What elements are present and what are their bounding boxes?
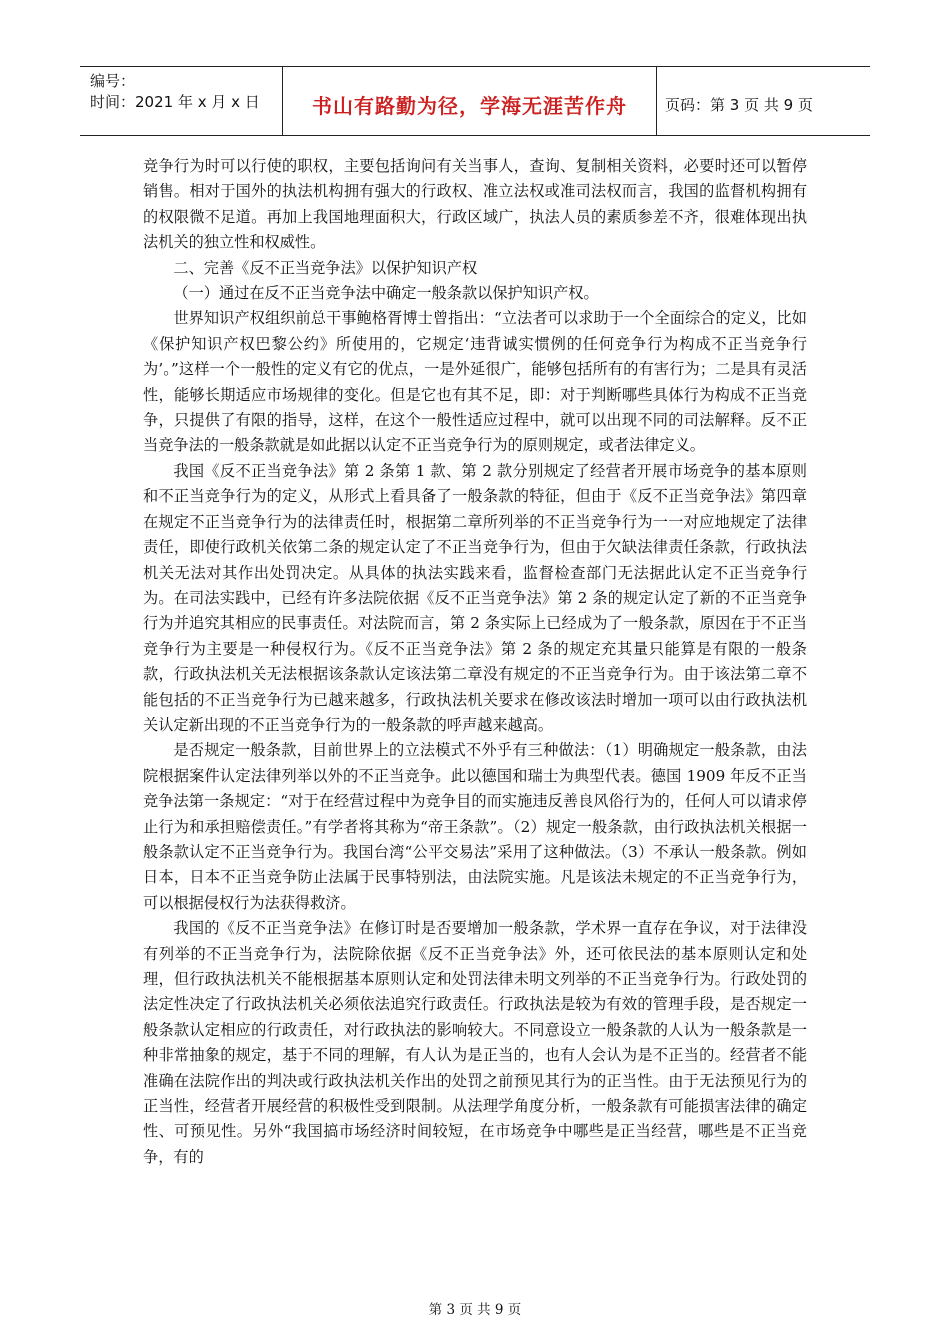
document-body (143, 154, 807, 1170)
header-meta (80, 67, 283, 135)
paragraph: 是否规定一般条款，目前世界上的立法模式不外乎有三种做法：（1）明确规定一般条款，由法院根据案件认定法律列举以外的不正当竞争。此以德国和瑞士为典型代表。德国 1909 年反不正当竞争法第一条规定：“对于在经营过程中为竞争目的而实施违反善良风俗行为的，任何人可以请求停止行为和承担赔偿责任。”有学者将其称为“帝王条款”。（2）规定一般条款，由行政执法机关根据一般条款认定不正当竞争行为。我国台湾“公平交易法”采用了这种做法。（3）不承认一般条款。例如日本，日本不正当竞争防止法属于民事特别法，由法院实施。凡是该法未规定的不正当竞争行为，可以根据侵权行为法获得救济。 (143, 741, 807, 912)
subsection-heading: （一）通过在反不正当竞争法中确定一般条款以保护知识产权。 (173, 284, 599, 303)
serial-number-label: 编号： (90, 72, 136, 90)
paragraph: 竞争行为时可以行使的职权，主要包括询问有关当事人，查询、复制相关资料，必要时还可以暂停销售。相对于国外的执法机构拥有强大的行政权、准立法权或准司法权而言，我国的监督机构拥有的权限微不足道。再加上我国地理面积大，行政区域广，执法人员的素质参差不齐，很难体现出执法机关的独立性和权威性。 (143, 157, 807, 252)
paragraph: 世界知识产权组织前总干事鲍格胥博士曾指出：“立法者可以求助于一个全面综合的定义，比如《保护知识产权巴黎公约》所使用的，它规定‘违背诚实惯例的任何竞争行为构成不正当竞争行为’。”这样一个一般性的定义有它的优点，一是外延很广，能够包括所有的有害行为；二是具有灵活性，能够长期适应市场规律的变化。但是它也有其不足，即：对于判断哪些具体行为构成不正当竞争，只提供了有限的指导，这样，在这个一般性适应过程中，就可以出现不同的司法解释。反不正当竞争法的一般条款就是如此据以认定不正当竞争行为的原则规定，或者法律定义。 (143, 309, 807, 455)
paragraph: 我国《反不正当竞争法》第 2 条第 1 款、第 2 款分别规定了经营者开展市场竞争的基本原则和不正当竞争行为的定义，从形式上看具备了一般条款的特征，但由于《反不正当竞争法》第四章在规定不正当竞争行为的法律责任时，根据第二章所列举的不正当竞争行为一一对应地规定了法律责任，即使行政机关依第二条的规定认定了不正当竞争行为，但由于欠缺法律责任条款，行政执法机关无法对其作出处罚决定。从具体的执法实践来看，监督检查部门无法据此认定不正当竞争行为。在司法实践中，已经有许多法院依据《反不正当竞争法》第 2 条的规定认定了新的不正当竞争行为并追究其相应的民事责任。对法院而言，第 2 条实际上已经成为了一般条款，原因在于不正当竞争行为主要是一种侵权行为。《反不正当竞争法》第 2 条的规定充其量只能算是有限的一般条款，行政执法机关无法根据该条款认定该法第二章没有规定的不正当竞争行为。由于该法第二章不能包括的不正当竞争行为已越来越多，行政执法机关要求在修改该法时增加一项可以由行政执法机关认定新出现的不正当竞争行为的一般条款的呼声越来越高。 (143, 461, 807, 734)
section-heading: 二、完善《反不正当竞争法》以保护知识产权 (173, 258, 478, 277)
page-header (80, 66, 870, 136)
header-page-info: 页码：第 3 页 共 9 页 (665, 95, 813, 114)
date-line: 时间：2021 年 x 月 x 日 (90, 93, 260, 111)
header-motto: 书山有路勤为径，学海无涯苦作舟 (283, 67, 657, 135)
paragraph: 我国的《反不正当竞争法》在修订时是否要增加一般条款，学术界一直存在争议，对于法律没有列举的不正当竞争行为，法院除依据《反不正当竞争法》外，还可依民法的基本原则认定和处理，但行政执法机关不能根据基本原则认定和处罚法律未明文列举的不正当竞争行为。行政处罚的法定性决定了行政执法机关必须依法追究行政责任。行政执法是较为有效的管理手段，是否规定一般条款认定相应的行政责任，对行政执法的影响较大。不同意设立一般条款的人认为一般条款是一种非常抽象的规定，基于不同的理解，有人认为是正当的，也有人会认为是不正当的。经营者不能准确在法院作出的判决或行政执法机关作出的处罚之前预见其行为的正当性。由于无法预见行为的正当性，经营者开展经营的积极性受到限制。从法理学角度分析，一般条款有可能损害法律的确定性、可预见性。另外“我国搞市场经济时间较短，在市场竞争中哪些是正当经营，哪些是不正当竞争，有的 (143, 919, 807, 1166)
page-footer: 第 3 页 共 9 页 (428, 1302, 522, 1318)
